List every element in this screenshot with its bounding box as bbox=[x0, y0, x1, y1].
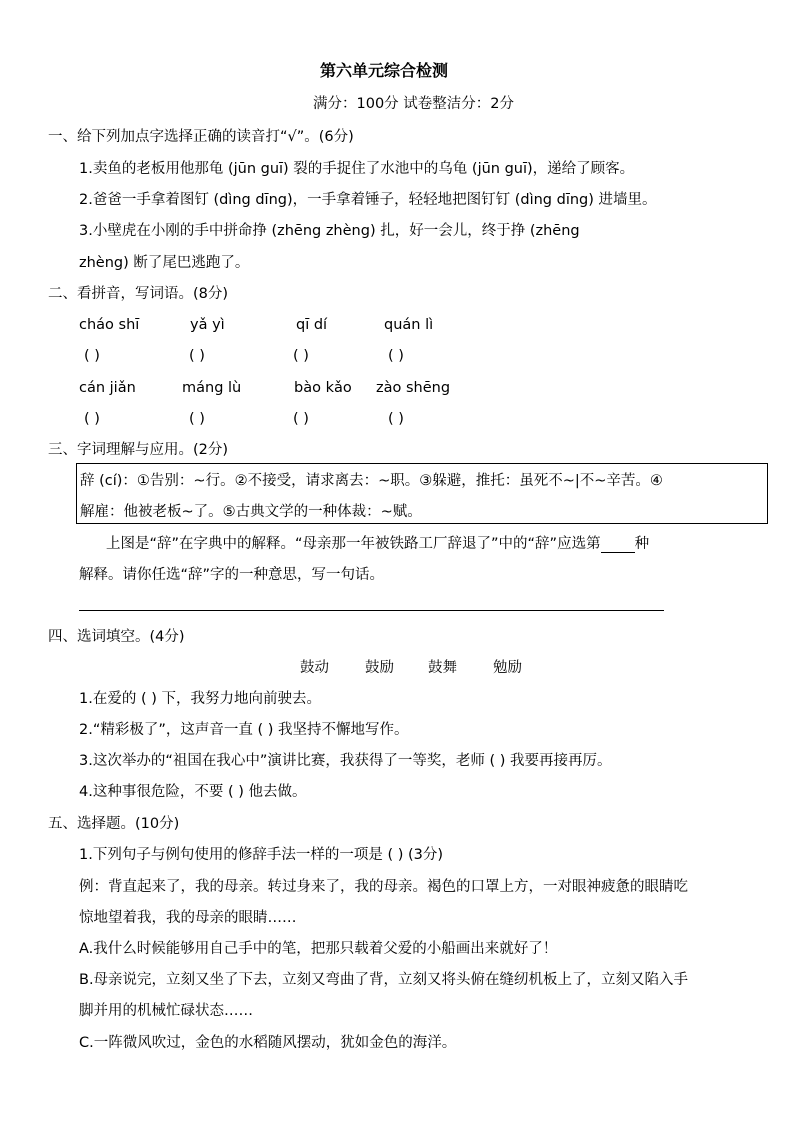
pinyin-item: qī dí bbox=[296, 317, 328, 333]
pinyin-item: máng lù bbox=[182, 380, 242, 396]
section-4-q3: 3.这次举办的“祖国在我心中”演讲比赛，我获得了一等奖，老师 ( ) 我要再接再厉。 bbox=[79, 753, 612, 769]
section-2-heading: 二、看拼音，写词语。(8分) bbox=[48, 286, 229, 302]
word-choice: 勉励 bbox=[493, 660, 522, 676]
section-1-heading: 一、给下列加点字选择正确的读音打“√”。(6分) bbox=[48, 129, 354, 145]
answer-paren[interactable]: ( ) bbox=[84, 348, 100, 364]
section-4-q2: 2.“精彩极了”，这声音一直 ( ) 我坚持不懈地写作。 bbox=[79, 722, 409, 738]
answer-line[interactable] bbox=[79, 610, 664, 611]
pinyin-item: bào kǎo bbox=[294, 380, 352, 396]
answer-paren[interactable]: ( ) bbox=[293, 411, 309, 427]
word-choice: 鼓舞 bbox=[428, 660, 457, 676]
answer-paren[interactable]: ( ) bbox=[189, 348, 205, 364]
option-b-line-2[interactable]: 脚并用的机械忙碌状态…… bbox=[79, 1003, 253, 1019]
answer-paren[interactable]: ( ) bbox=[388, 348, 404, 364]
pinyin-item: cháo shī bbox=[79, 317, 140, 333]
pinyin-item: quán lì bbox=[384, 317, 434, 333]
score-info: 满分：100分 试卷整洁分：2分 bbox=[313, 96, 515, 112]
page-title: 第六单元综合检测 bbox=[320, 61, 449, 80]
section-3-instruction: 解释。请你任选“辞”字的一种意思，写一句话。 bbox=[79, 567, 385, 583]
section-1-q3-line2: zhèng) 断了尾巴逃跑了。 bbox=[79, 255, 250, 271]
dictionary-line-2: 解雇：他被老板~了。⑤古典文学的一种体裁：~赋。 bbox=[80, 504, 422, 520]
section-3-heading: 三、字词理解与应用。(2分) bbox=[48, 442, 229, 458]
word-choice: 鼓动 bbox=[300, 660, 329, 676]
option-a[interactable]: A.我什么时候能够用自己手中的笔，把那只载着父爱的小船画出来就好了！ bbox=[79, 941, 558, 957]
answer-paren[interactable]: ( ) bbox=[293, 348, 309, 364]
option-c[interactable]: C.一阵微风吹过，金色的水稻随风摆动，犹如金色的海洋。 bbox=[79, 1035, 457, 1051]
pinyin-item: cán jiǎn bbox=[79, 380, 136, 396]
word-choice: 鼓励 bbox=[365, 660, 394, 676]
pinyin-item: yǎ yì bbox=[190, 317, 225, 333]
section-5-q1: 1.下列句子与例句使用的修辞手法一样的一项是 ( ) (3分) bbox=[79, 847, 444, 863]
section-3-question-tail: 种 bbox=[634, 536, 650, 552]
section-4-q4: 4.这种事很危险，不要 ( ) 他去做。 bbox=[79, 784, 307, 800]
section-5-heading: 五、选择题。(10分) bbox=[48, 816, 180, 832]
option-b-line-1[interactable]: B.母亲说完，立刻又坐了下去，立刻又弯曲了背，立刻又将头俯在缝纫机板上了，立刻又陷入手 bbox=[79, 972, 689, 988]
example-line-2: 惊地望着我，我的母亲的眼睛…… bbox=[79, 910, 297, 926]
section-1-q1: 1.卖鱼的老板用他那龟 (jūn guī) 裂的手捉住了水池中的乌龟 (jūn guī)，递给了顾客。 bbox=[79, 161, 635, 177]
answer-paren[interactable]: ( ) bbox=[388, 411, 404, 427]
section-1-q2: 2.爸爸一手拿着图钉 (dìng dīng)，一手拿着锤子，轻轻地把图钉钉 (dìng dīng) 进墙里。 bbox=[79, 192, 657, 208]
answer-paren[interactable]: ( ) bbox=[189, 411, 205, 427]
answer-blank[interactable] bbox=[601, 537, 635, 553]
dictionary-line-1: 辞 (cí)：①告别：~行。②不接受，请求离去：~职。③躲避，推托：虽死不~|不~辛苦。④ bbox=[80, 473, 663, 489]
example-line-1: 例：背直起来了，我的母亲。转过身来了，我的母亲。褐色的口罩上方，一对眼神疲惫的眼睛吃 bbox=[79, 879, 688, 895]
section-4-heading: 四、选词填空。(4分) bbox=[48, 629, 185, 645]
section-4-q1: 1.在爱的 ( ) 下，我努力地向前驶去。 bbox=[79, 691, 321, 707]
section-3-question-text: 上图是“辞”在字典中的解释。“母亲那一年被铁路工厂辞退了”中的“辞”应选第 bbox=[106, 536, 601, 552]
section-3-question bbox=[106, 535, 649, 553]
section-1-q3-line1: 3.小壁虎在小刚的手中拼命挣 (zhēng zhèng) 扎，好一会儿，终于挣 (zhēng bbox=[79, 223, 580, 239]
answer-paren[interactable]: ( ) bbox=[84, 411, 100, 427]
pinyin-item: zào shēng bbox=[376, 380, 451, 396]
